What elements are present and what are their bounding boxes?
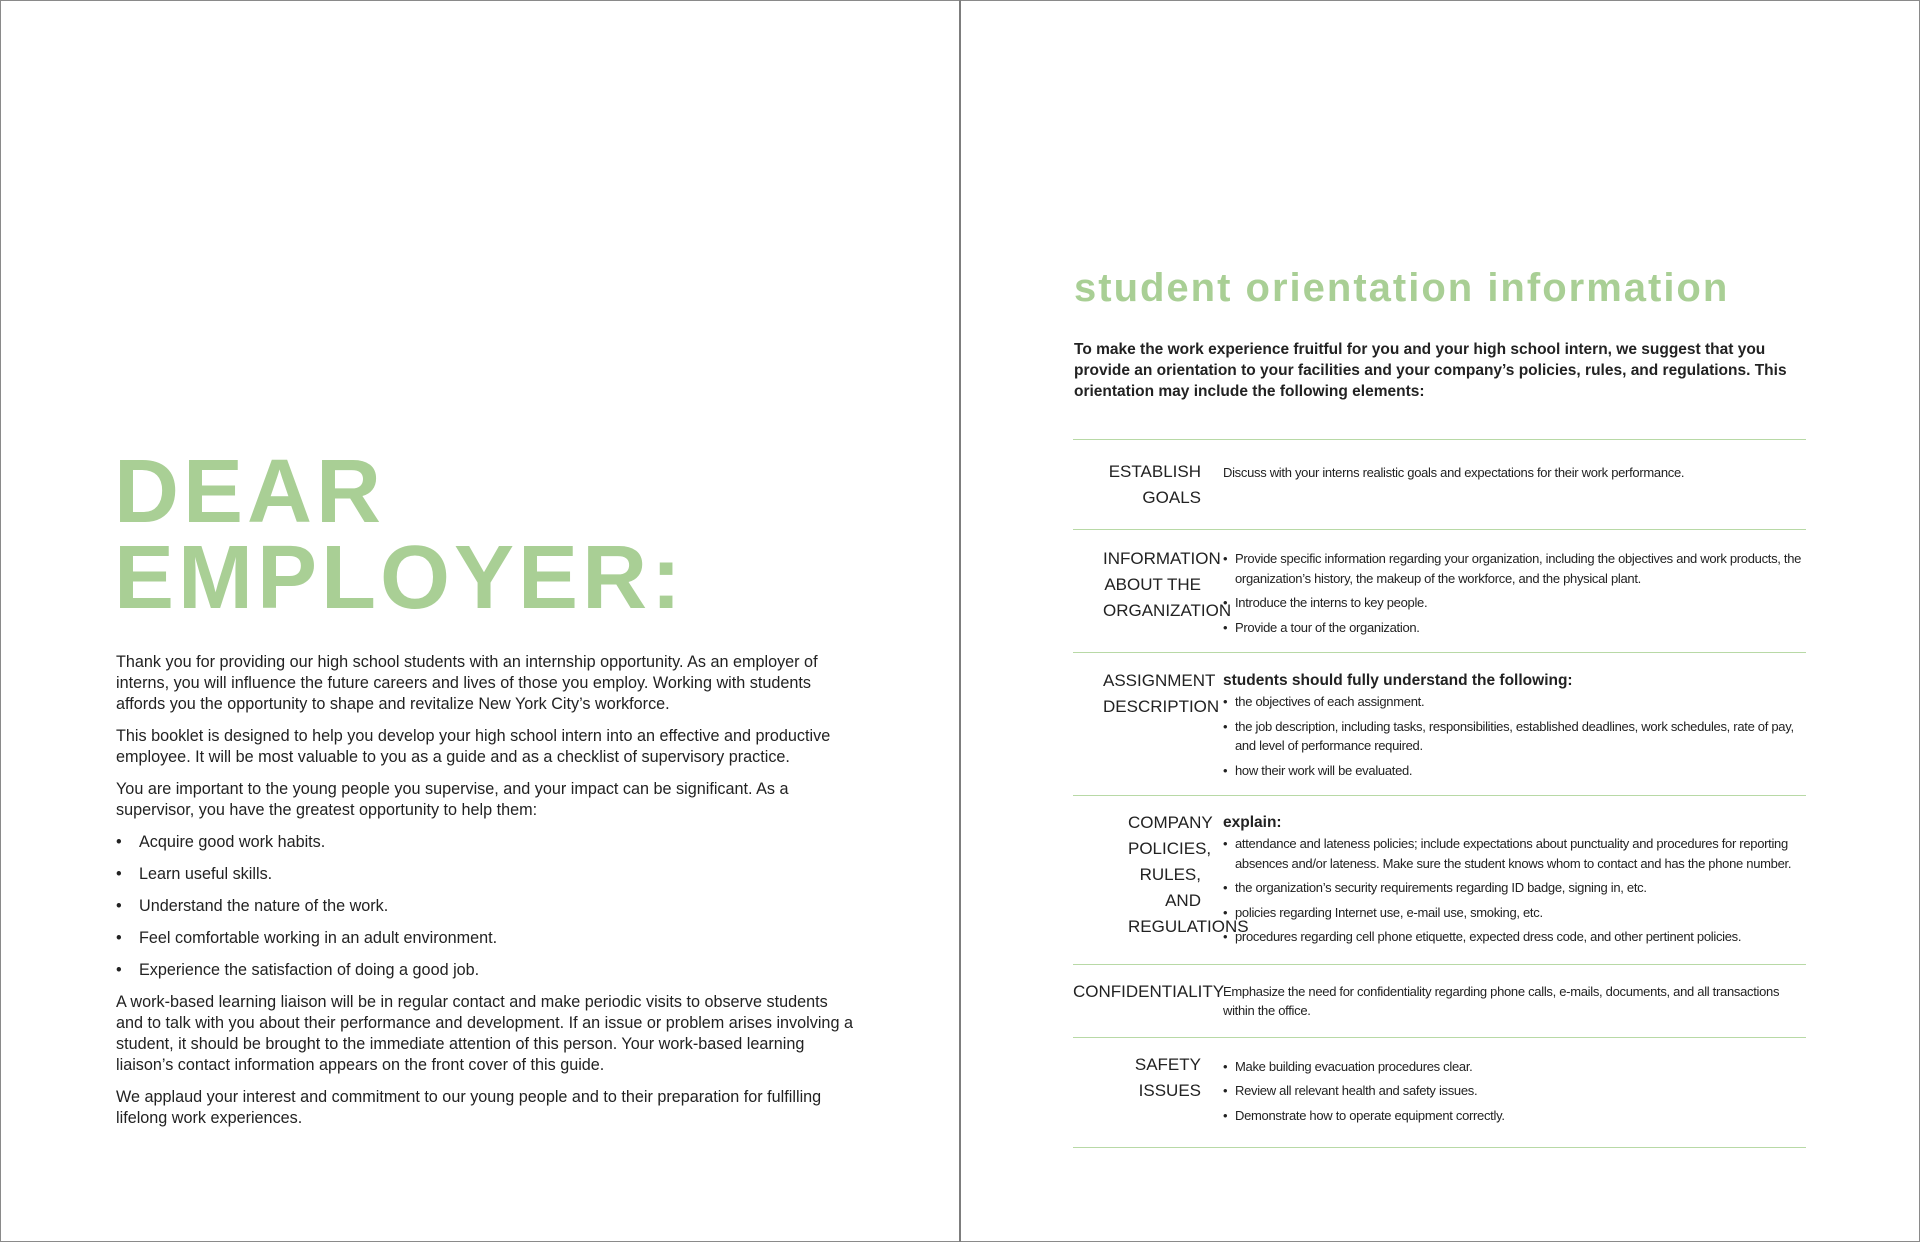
row-label: INFORMATION ABOUT THE ORGANIZATION <box>1103 549 1232 620</box>
list-item: • procedures regarding cell phone etiquette, expected dress code, and other pertinent policies. <box>1223 927 1806 947</box>
row-label: ASSIGNMENT DESCRIPTION <box>1103 671 1220 716</box>
row-label: SAFETY ISSUES <box>1134 1054 1201 1100</box>
list-item: • the organization’s security requirements regarding ID badge, signing in, etc. <box>1223 878 1806 898</box>
row-bullets <box>1223 549 1806 637</box>
row-bullets <box>1223 1057 1806 1126</box>
list-item: • Review all relevant health and safety issues. <box>1223 1081 1806 1101</box>
row-label: ESTABLISH GOALS <box>1108 462 1201 507</box>
paragraph: This booklet is designed to help you develop your high school intern into an effective and productive employee. It will be most valuable to you as a guide and as a checklist of supervisory practice. <box>116 727 831 766</box>
row-lead: students should fully understand the following: <box>1223 672 1573 689</box>
list-item: • Understand the nature of the work. <box>116 896 856 917</box>
list-item: • Introduce the interns to key people. <box>1223 593 1806 613</box>
list-item: • attendance and lateness policies; include expectations about punctuality and procedures for reporting absences and/or lateness. Make sure the student knows whom to contact and has the phone number. <box>1223 834 1806 873</box>
row-label: COMPANY POLICIES, RULES, AND REGULATIONS <box>1128 813 1249 936</box>
row-label: CONFIDENTIALITY <box>1073 981 1225 1001</box>
table-row <box>1073 529 1806 652</box>
paragraph: Thank you for providing our high school students with an internship opportunity. As an employer of interns, you will influence the future careers and lives of those you employ. Working with students affords you the opportunity to shape and revitalize New York City’s workforce. <box>116 653 818 713</box>
table-row <box>1073 439 1806 529</box>
row-lead: explain: <box>1223 814 1282 831</box>
list-item: • policies regarding Internet use, e-mail use, smoking, etc. <box>1223 903 1806 923</box>
row-content <box>1223 459 1806 511</box>
heading-line-1: DEAR <box>114 442 386 542</box>
row-bullets <box>1223 692 1806 780</box>
list-item: • Provide specific information regarding your organization, including the objectives and work products, the organization’s history, the makeup of the workforce, and the physical plant. <box>1223 549 1806 588</box>
paragraph: We applaud your interest and commitment to our young people and to their preparation for fulfilling lifelong work experiences. <box>116 1088 822 1127</box>
intro-paragraph: To make the work experience fruitful for you and your high school intern, we suggest that you provide an orientation to your facilities and your company’s policies, rules, and regulations. This orientation may include the following elements: <box>1074 341 1787 400</box>
row-content <box>1223 979 1806 1021</box>
page-title: student orientation information <box>1074 266 1730 310</box>
table-row <box>1073 795 1806 964</box>
dear-employer-heading <box>114 442 686 628</box>
list-item: • Feel comfortable working in an adult environment. <box>116 928 856 949</box>
row-content <box>1223 668 1806 785</box>
heading-line-2: EMPLOYER: <box>114 528 686 628</box>
list-item: • Provide a tour of the organization. <box>1223 618 1806 638</box>
row-text: Emphasize the need for confidentiality regarding phone calls, e-mails, documents, and all transactions within the office. <box>1223 983 1780 1018</box>
list-item: • the job description, including tasks, responsibilities, established deadlines, work schedules, rate of pay, and level of performance required. <box>1223 717 1806 756</box>
letter-body <box>116 652 856 1140</box>
row-bullets <box>1223 834 1806 947</box>
row-content <box>1223 546 1806 642</box>
orientation-table <box>1073 439 1806 1148</box>
page-gutter <box>959 0 961 1242</box>
list-item: • Experience the satisfaction of doing a good job. <box>116 960 856 981</box>
table-row <box>1073 652 1806 795</box>
paragraph: You are important to the young people you supervise, and your impact can be significant. As a supervisor, you have the greatest opportunity to help them: <box>116 780 789 819</box>
row-content <box>1223 1052 1806 1131</box>
row-content <box>1223 810 1806 952</box>
help-list <box>116 832 856 981</box>
table-row <box>1073 1037 1806 1149</box>
list-item: • Learn useful skills. <box>116 864 856 885</box>
list-item: • Demonstrate how to operate equipment correctly. <box>1223 1106 1806 1126</box>
list-item: • how their work will be evaluated. <box>1223 761 1806 781</box>
list-item: • Acquire good work habits. <box>116 832 856 853</box>
row-text: Discuss with your interns realistic goals and expectations for their work performance. <box>1223 465 1685 480</box>
list-item: • Make building evacuation procedures clear. <box>1223 1057 1806 1077</box>
table-row <box>1073 964 1806 1037</box>
list-item: • the objectives of each assignment. <box>1223 692 1806 712</box>
paragraph: A work-based learning liaison will be in regular contact and make periodic visits to observe students and to talk with you about their performance and development. If an issue or problem arises involving a student, it should be brought to the immediate attention of this person. Your work-based learning liaison’s contact information appears on the front cover of this guide. <box>116 993 853 1074</box>
